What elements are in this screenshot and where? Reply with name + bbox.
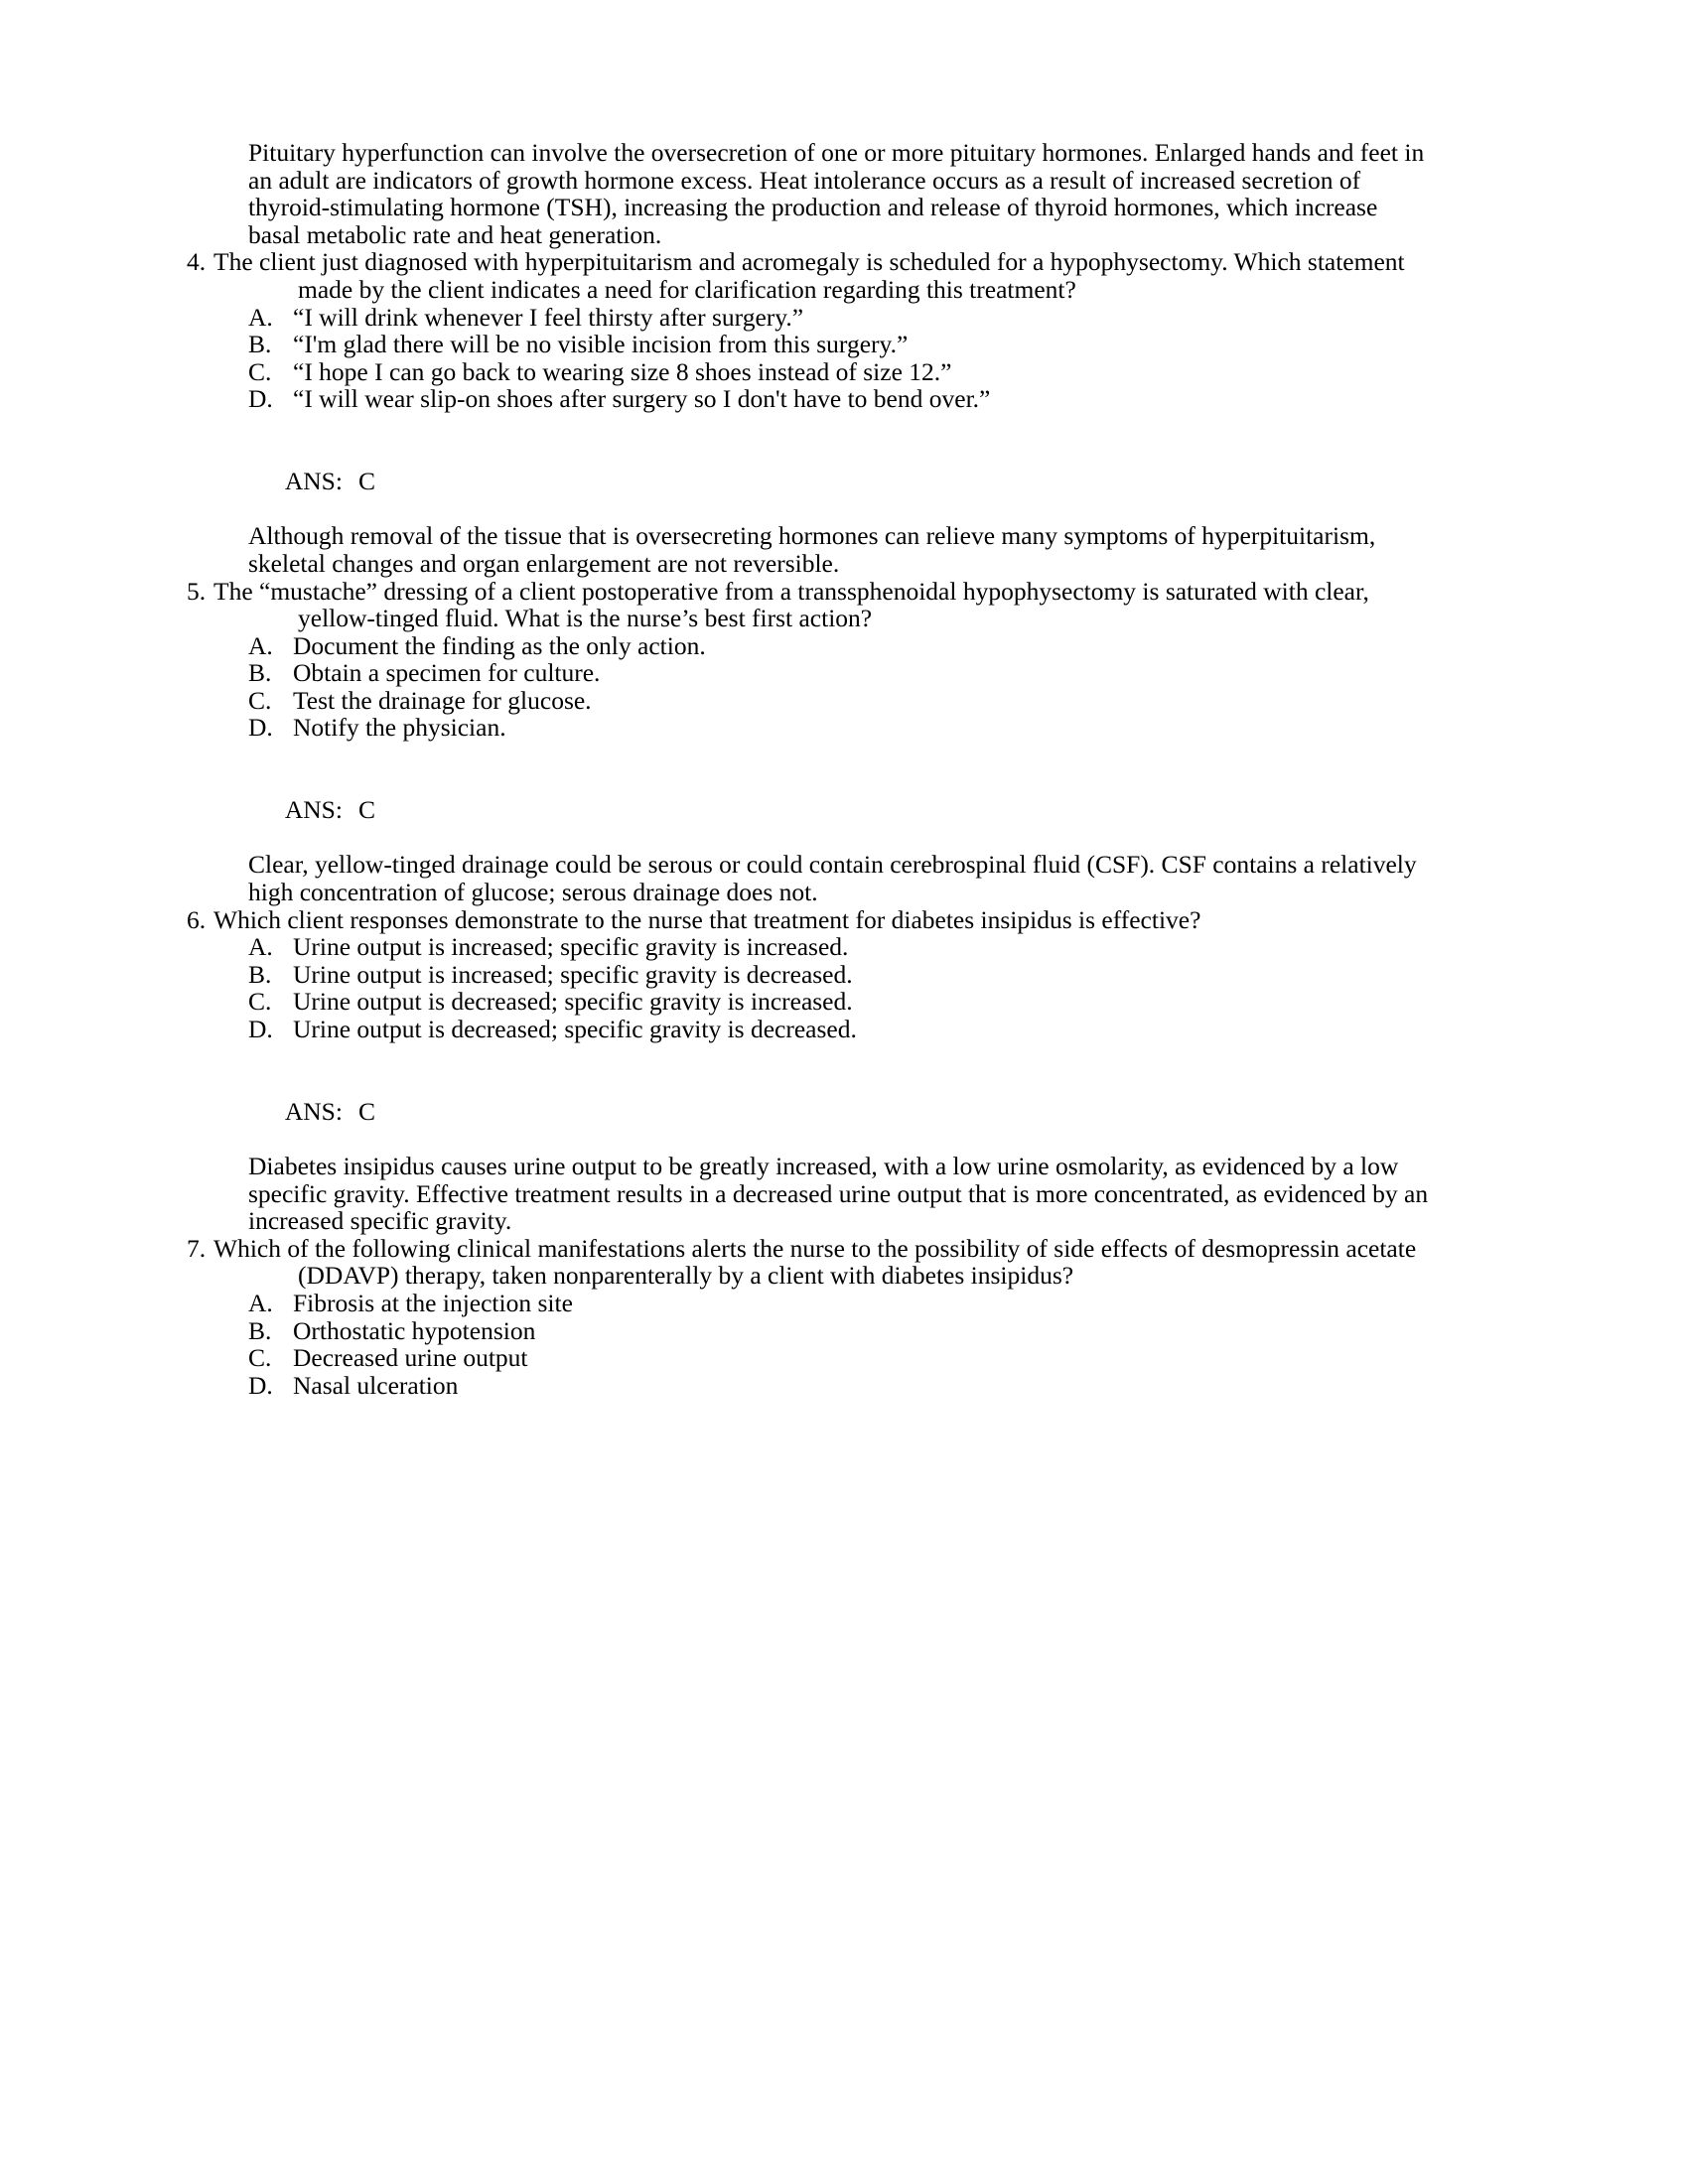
rationale-paragraph: Clear, yellow-tinged drainage could be serous or could contain cerebrospinal fluid (CSF). CSF contains a relatively high concentration of glucose; serous drainage does not.	[248, 850, 1417, 907]
answer-option[interactable]	[187, 1372, 1435, 1400]
answer-option[interactable]	[187, 632, 1435, 660]
option-text: Notify the physician.	[293, 713, 506, 743]
question-stem: The “mustache” dressing of a client postoperative from a transsphenoidal hypophysectomy is saturated with clear, yellow-tinged fluid. What is the nurse’s best first action?	[213, 576, 1369, 633]
option-letter: C.	[248, 1343, 272, 1373]
option-text: Obtain a specimen for culture.	[293, 658, 601, 688]
answer-option[interactable]	[187, 961, 1435, 989]
answer-line	[248, 1070, 1435, 1153]
intro-rationale-paragraph: Pituitary hyperfunction can involve the oversecretion of one or more pituitary hormones. Enlarged hands and feet in an adult are indicators of growth hormone excess. Heat intolerance occurs as a result of increased secretion of thyroid-stimulating hormone (TSH), increasing the production and release of thyroid hormones, which increase basal metabolic rate and heat generation.	[248, 138, 1425, 249]
question-number: 5.	[187, 576, 207, 606]
rationale-paragraph: Although removal of the tissue that is oversecreting hormones can relieve many symptoms of hyperpituitarism, skeletal changes and organ enlargement are not reversible.	[248, 521, 1376, 578]
question-block	[187, 578, 1435, 632]
option-letter: D.	[248, 384, 273, 414]
option-letter: C.	[248, 356, 272, 386]
option-letter: D.	[248, 1015, 273, 1043]
answer-option[interactable]	[187, 988, 1435, 1016]
question-block	[187, 906, 1435, 934]
option-text: Test the drainage for glucose.	[293, 685, 592, 715]
answer-label: ANS:	[284, 1096, 343, 1126]
answer-option[interactable]	[187, 687, 1435, 715]
option-letter: C.	[248, 987, 272, 1017]
answer-option[interactable]	[187, 659, 1435, 687]
answer-option[interactable]	[187, 1290, 1435, 1317]
answer-option[interactable]	[187, 1016, 1435, 1043]
answer-option[interactable]	[187, 385, 1435, 413]
option-letter: A.	[248, 1288, 273, 1317]
answer-line	[248, 769, 1435, 852]
question-number: 4.	[187, 247, 207, 277]
answer-option[interactable]	[187, 304, 1435, 332]
answer-label: ANS:	[284, 467, 343, 496]
option-text: “I will drink whenever I feel thirsty after surgery.”	[293, 302, 804, 332]
option-text: “I will wear slip-on shoes after surgery so I don't have to bend over.”	[293, 384, 991, 414]
answer-value: C	[357, 1096, 375, 1126]
option-letter: D.	[248, 1370, 273, 1400]
option-text: Decreased urine output	[293, 1343, 528, 1373]
question-number: 6.	[187, 904, 207, 934]
answer-line	[248, 441, 1435, 523]
answer-option[interactable]	[187, 1317, 1435, 1345]
option-text: “I hope I can go back to wearing size 8 shoes instead of size 12.”	[293, 356, 952, 386]
option-text: “I'm glad there will be no visible incision from this surgery.”	[293, 330, 909, 359]
option-text: Nasal ulceration	[293, 1370, 459, 1400]
option-letter: A.	[248, 932, 273, 962]
option-text: Document the finding as the only action.	[293, 630, 706, 660]
option-text: Urine output is decreased; specific gravity is increased.	[293, 987, 853, 1017]
question-stem: Which of the following clinical manifestations alerts the nurse to the possibility of side effects of desmopressin acetate (DDAVP) therapy, taken nonparenterally by a client with diabetes insipidus?	[213, 1233, 1417, 1291]
answer-option[interactable]	[187, 933, 1435, 961]
option-text: Orthostatic hypotension	[293, 1315, 536, 1345]
answer-option[interactable]	[187, 358, 1435, 386]
blank-line	[187, 413, 1435, 441]
blank-line	[187, 1043, 1435, 1071]
option-letter: B.	[248, 959, 272, 989]
option-letter: B.	[248, 330, 272, 359]
option-text: Urine output is increased; specific gravity is decreased.	[293, 959, 853, 989]
option-letter: A.	[248, 630, 273, 660]
option-letter: C.	[248, 685, 272, 715]
answer-option[interactable]	[187, 331, 1435, 358]
answer-value: C	[357, 795, 375, 825]
answer-option[interactable]	[187, 714, 1435, 742]
answer-option[interactable]	[187, 1344, 1435, 1372]
option-letter: B.	[248, 658, 272, 688]
option-text: Fibrosis at the injection site	[293, 1288, 573, 1317]
rationale-paragraph: Diabetes insipidus causes urine output to be greatly increased, with a low urine osmolarity, as evidenced by a low specific gravity. Effective treatment results in a decreased urine output that is more concentrated, as evidenced by an increased specific gravity.	[248, 1151, 1429, 1236]
option-letter: B.	[248, 1315, 272, 1345]
question-number: 7.	[187, 1233, 207, 1263]
answer-label: ANS:	[284, 795, 343, 825]
option-letter: A.	[248, 302, 273, 332]
document-body	[187, 139, 1435, 1399]
question-block	[187, 248, 1435, 303]
question-stem: The client just diagnosed with hyperpituitarism and acromegaly is scheduled for a hypophysectomy. Which statement made by the client indicates a need for clarification regarding this treatment?	[213, 247, 1405, 304]
option-letter: D.	[248, 713, 273, 743]
question-stem: Which client responses demonstrate to the nurse that treatment for diabetes insipidus is effective?	[213, 904, 1201, 934]
blank-line	[187, 742, 1435, 769]
option-text: Urine output is decreased; specific gravity is decreased.	[293, 1015, 857, 1043]
answer-value: C	[357, 467, 375, 496]
question-block	[187, 1235, 1435, 1290]
option-text: Urine output is increased; specific gravity is increased.	[293, 932, 849, 962]
